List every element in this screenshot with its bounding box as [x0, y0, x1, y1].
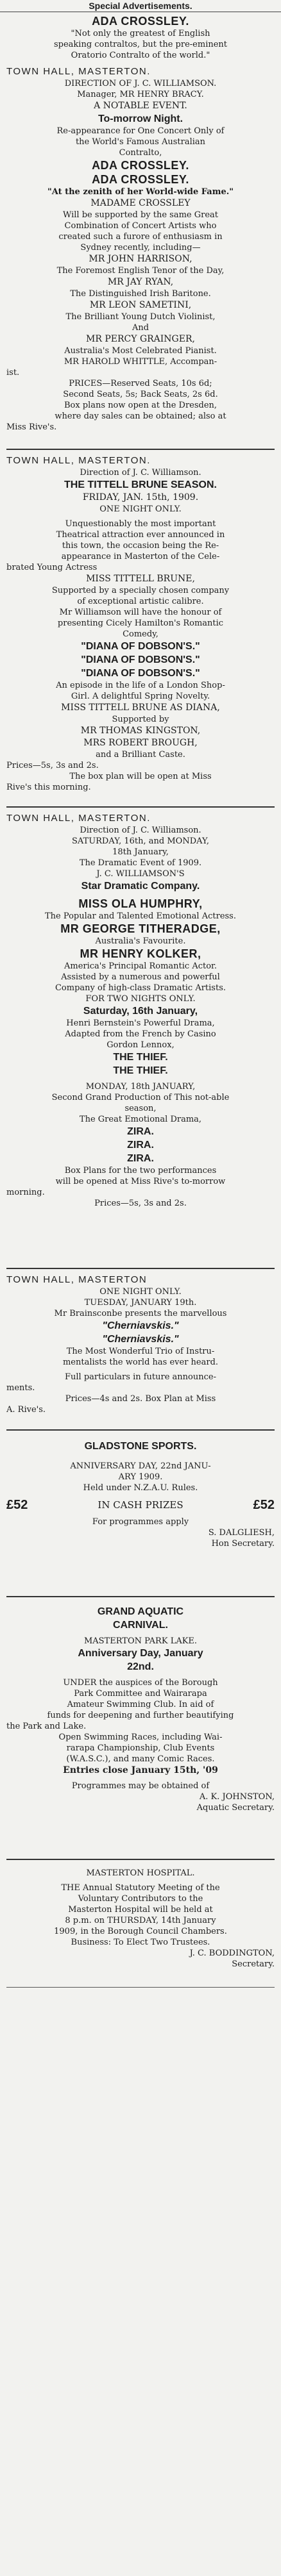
body-line: appearance in Masterton of the Cele- — [61, 552, 220, 561]
secretary-name: A. K. JOHNSTON, — [199, 1792, 275, 1802]
body-line: Mr Brainsconbe presents the marvellous — [54, 1309, 227, 1318]
programmes-line: For programmes apply — [92, 1517, 189, 1527]
lead-desc: The Popular and Talented Emotional Actress. — [45, 911, 236, 921]
prices-line: Prices—5s, 3s and 2s. — [94, 1199, 187, 1208]
body-line: Theatrical attraction ever announced in — [56, 530, 225, 540]
monday-line: The Great Emotional Drama, — [79, 1115, 202, 1124]
honour-line: Comedy, — [123, 629, 158, 639]
episode-line: Girl. A delightful Spring Novelty. — [71, 692, 210, 701]
cherniavskis-line: "Cherniavskis." — [102, 1334, 179, 1345]
presenter-line: J. C. WILLIAMSON'S — [96, 869, 185, 879]
date-line: FRIDAY, JAN. 15th, 1909. — [82, 492, 199, 503]
secretary-title: Secretary. — [232, 1959, 275, 1969]
ad-cherniavskis — [0, 1273, 281, 1415]
bernstein-line: Adapted from the French by Casino — [65, 1029, 216, 1039]
season-title: THE TITTELL BRUNE SEASON. — [64, 479, 217, 490]
lead-desc: Company of high-class Dramatic Artists. — [55, 983, 226, 993]
artist-line: MR PERCY GRAINGER, — [86, 334, 195, 344]
body-line: Voluntary Contributors to the — [78, 1894, 203, 1904]
zira-line: ZIRA. — [127, 1126, 154, 1137]
body-line: THE Annual Statutory Meeting of the — [61, 1883, 220, 1893]
entries-line: Entries close January 15th, '09 — [63, 1765, 218, 1775]
secretary-name: J. C. BODDINGTON, — [189, 1949, 275, 1958]
artist-line: MR JAY RYAN, — [107, 277, 174, 287]
support-line: of exceptional artistic calibre. — [77, 597, 204, 606]
date-line: 18th January, — [112, 847, 169, 857]
episode-line: MR THOMAS KINGSTON, — [80, 726, 201, 736]
divider — [6, 1268, 275, 1269]
support-line: created such a furore of enthusiasm in — [58, 232, 223, 242]
body-line: Amateur Swimming Club. In aid of — [67, 1700, 214, 1709]
episode-line: An episode in the life of a London Shop- — [56, 681, 225, 690]
divider — [6, 1596, 275, 1597]
date-line: ANNIVERSARY DAY, 22nd JANU- — [70, 1461, 211, 1471]
divider — [6, 1859, 275, 1860]
lead-line: MR GEORGE TITHERADGE, — [60, 922, 221, 935]
most-line: The Most Wonderful Trio of Instru- — [66, 1347, 215, 1356]
box-line: Box Plans for the two performances — [64, 1166, 217, 1176]
honour-line: presenting Cicely Hamilton's Romantic — [57, 619, 224, 628]
secretary-title: Aquatic Secretary. — [196, 1803, 275, 1813]
prize-text: IN CASH PRIZES — [98, 1499, 183, 1511]
body-line: Unquestionably the most important — [65, 519, 216, 529]
location-line: MASTERTON PARK LAKE. — [83, 1636, 198, 1646]
box-line: will be opened at Miss Rive's to-morrow — [55, 1177, 226, 1186]
artist-line: MR HAROLD WHITTLE, Accompan- — [64, 357, 217, 367]
notable-line: A NOTABLE EVENT. — [94, 101, 187, 111]
lead-desc: Assisted by a numerous and powerful — [61, 972, 220, 982]
episode-line: MISS TITTELL BRUNE AS DIANA, — [61, 702, 220, 713]
one-night-line: ONE NIGHT ONLY. — [99, 1287, 182, 1297]
quote-line: Oratorio Contralto of the world." — [71, 51, 210, 60]
ad-ada-crossley — [0, 14, 281, 433]
support-line: Combination of Concert Artists who — [64, 221, 217, 231]
quote-line: speaking contraltos, but the pre-eminent — [53, 40, 228, 49]
cherniavskis-line: "Cherniavskis." — [102, 1320, 179, 1331]
direction-line: Direction of J. C. Williamson. — [80, 826, 201, 835]
town-hall-heading: TOWN HALL, MASTERTON. — [6, 455, 151, 466]
body-line: Masterton Hospital will be held at — [68, 1905, 213, 1915]
date-line: SATURDAY, 16th, and MONDAY, — [71, 836, 210, 846]
date-line: ARY 1909. — [118, 1472, 163, 1482]
support-line: Will be supported by the same Great — [62, 210, 219, 220]
quote-line: "Not only the greatest of English — [71, 29, 210, 38]
ad-title: GRAND AQUATIC — [97, 1606, 184, 1617]
name-repeat: ADA CROSSLEY. — [92, 159, 189, 172]
divider — [6, 1987, 275, 1988]
reappearance-line: the World's Famous Australian — [75, 137, 206, 147]
full-line: Full particulars in future announce- — [64, 1372, 216, 1382]
prize-amount: £52 — [6, 1498, 28, 1512]
most-line: mentalists the world has ever heard. — [62, 1358, 219, 1367]
ad-star-dramatic-company — [0, 811, 281, 1209]
thief-line: THE THIEF. — [113, 1052, 168, 1063]
artist-line: Australia's Most Celebrated Pianist. — [64, 346, 217, 356]
artist-line: MR LEON SAMETINI, — [89, 300, 192, 310]
tomorrow-line: To-morrow Night. — [98, 113, 183, 124]
ad-title: ADA CROSSLEY. — [92, 15, 189, 28]
prices-line: Second Seats, 5s; Back Seats, 2s 6d. — [63, 390, 218, 399]
body-line: brated Young Actress — [6, 563, 98, 572]
name-repeat: ADA CROSSLEY. — [92, 173, 189, 186]
ad-title: MASTERTON HOSPITAL. — [86, 1868, 195, 1878]
madame-line: MADAME CROSSLEY — [90, 198, 191, 208]
box-line: morning. — [6, 1188, 45, 1197]
artist-line: ist. — [6, 368, 20, 378]
prices-line: PRICES—Reserved Seats, 10s 6d; — [69, 379, 212, 388]
manager-line: Manager, MR HENRY BRACY. — [77, 90, 204, 99]
event-line: The Dramatic Event of 1909. — [79, 858, 202, 868]
artist-line: MR JOHN HARRISON, — [89, 254, 192, 264]
lead-line: MR HENRY KOLKER, — [80, 947, 201, 960]
artist-line: The Foremost English Tenor of the Day, — [56, 266, 225, 276]
artist-line: The Brilliant Young Dutch Violinist, — [65, 312, 216, 322]
artist-line: The Distinguished Irish Baritone. — [70, 289, 211, 299]
body-line: (W.A.S.C.), and many Comic Races. — [66, 1754, 215, 1764]
secretary-title: Hon Secretary. — [211, 1539, 275, 1549]
monday-line: Second Grand Production of This not-able — [51, 1093, 230, 1102]
diana-line: "DIANA OF DOBSON'S." — [81, 668, 200, 679]
ad-aquatic-carnival — [0, 1605, 281, 1813]
diana-line: "DIANA OF DOBSON'S." — [81, 641, 200, 652]
prices-line: Miss Rive's. — [6, 422, 57, 432]
prices-line: Prices—4s and 2s. Box Plan at Miss — [65, 1394, 216, 1404]
artist-line: And — [132, 323, 149, 333]
box-line: Rive's this morning. — [6, 783, 91, 792]
bernstein-line: Henri Bernstein's Powerful Drama, — [66, 1018, 215, 1028]
actress-line: MISS TITTELL BRUNE, — [86, 574, 195, 584]
ad-masterton-hospital — [0, 1868, 281, 1970]
reappearance-line: Re-appearance for One Concert Only of — [56, 126, 225, 136]
body-line: Business: To Elect Two Trustees. — [71, 1938, 210, 1947]
body-line: rarapa Championship, Club Events — [66, 1743, 215, 1753]
zira-line: ZIRA. — [127, 1153, 154, 1164]
prices-line: where day sales can be obtained; also at — [55, 411, 226, 421]
divider — [6, 1429, 275, 1431]
direction-line: DIRECTION OF J. C. WILLIAMSON. — [64, 79, 217, 88]
body-line: UNDER the auspices of the Borough — [63, 1678, 218, 1688]
town-hall-heading: TOWN HALL, MASTERTON. — [6, 66, 151, 77]
town-hall-heading: TOWN HALL, MASTERTON — [6, 1274, 148, 1285]
episode-line: Supported by — [112, 715, 169, 724]
prices-line: A. Rive's. — [6, 1405, 46, 1415]
programmes-line: Programmes may be obtained of — [71, 1781, 210, 1791]
ad-gladstone-sports — [0, 1440, 281, 1549]
episode-line: MRS ROBERT BROUGH, — [83, 738, 198, 748]
body-line: this town, the occasion being the Re- — [62, 541, 219, 551]
box-line: The box plan will be open at Miss — [69, 772, 212, 781]
bernstein-line: Gordon Lennox, — [106, 1040, 175, 1050]
prices-line: Prices—5s, 3s and 2s. — [6, 761, 99, 770]
secretary-name: S. DALGLIESH, — [208, 1528, 275, 1538]
prize-amount: £52 — [253, 1498, 275, 1512]
support-line: Sydney recently, including— — [80, 243, 201, 253]
prices-line: Box plans now open at the Dresden, — [64, 401, 217, 410]
page-header: Special Advertisements. — [0, 0, 281, 12]
ad-title: CARNIVAL. — [113, 1620, 168, 1631]
diana-line: "DIANA OF DOBSON'S." — [81, 654, 200, 665]
rules-line: Held under N.Z.A.U. Rules. — [83, 1483, 198, 1493]
lead-desc: America's Principal Romantic Actor. — [64, 961, 217, 971]
divider — [6, 806, 275, 808]
body-line: 1909, in the Borough Council Chambers. — [54, 1927, 227, 1936]
body-line: Open Swimming Races, including Wai- — [58, 1733, 223, 1742]
thief-line: THE THIEF. — [113, 1065, 168, 1076]
prizes-line — [6, 1497, 275, 1513]
monday-line: season, — [124, 1104, 157, 1113]
support-line: Supported by a specially chosen company — [51, 586, 230, 595]
episode-line: and a Brilliant Caste. — [96, 750, 185, 760]
one-night-line: ONE NIGHT ONLY. — [99, 504, 182, 514]
monday-line: MONDAY, 18th JANUARY, — [85, 1082, 196, 1092]
date-line: TUESDAY, JANUARY 19th. — [84, 1298, 197, 1308]
date-line: 22nd. — [127, 1661, 154, 1672]
honour-line: Mr Williamson will have the honour of — [59, 608, 222, 617]
ad-tittell-brune — [0, 454, 281, 793]
zira-line: ZIRA. — [127, 1140, 154, 1151]
lead-desc: FOR TWO NIGHTS ONLY. — [85, 994, 196, 1004]
town-hall-heading: TOWN HALL, MASTERTON. — [6, 813, 151, 824]
company-line: Star Dramatic Company. — [81, 881, 200, 892]
saturday-line: Saturday, 16th January, — [83, 1006, 198, 1017]
divider — [6, 449, 275, 450]
zenith-line: "At the zenith of her World-wide Fame." — [47, 187, 234, 197]
ad-title: GLADSTONE SPORTS. — [84, 1441, 197, 1452]
lead-desc: Australia's Favourite. — [95, 936, 186, 946]
body-line: Park Committee and Wairarapa — [74, 1689, 207, 1699]
direction-line: Direction of J. C. Williamson. — [80, 468, 201, 478]
full-line: ments. — [6, 1383, 35, 1393]
body-line: funds for deepening and further beautifying — [47, 1711, 234, 1720]
lead-line: MISS OLA HUMPHRY, — [78, 897, 203, 910]
body-line: the Park and Lake. — [6, 1722, 87, 1731]
reappearance-line: Contralto, — [119, 148, 162, 158]
date-line: Anniversary Day, January — [78, 1648, 203, 1659]
body-line: 8 p.m. on THURSDAY, 14th January — [65, 1916, 216, 1925]
